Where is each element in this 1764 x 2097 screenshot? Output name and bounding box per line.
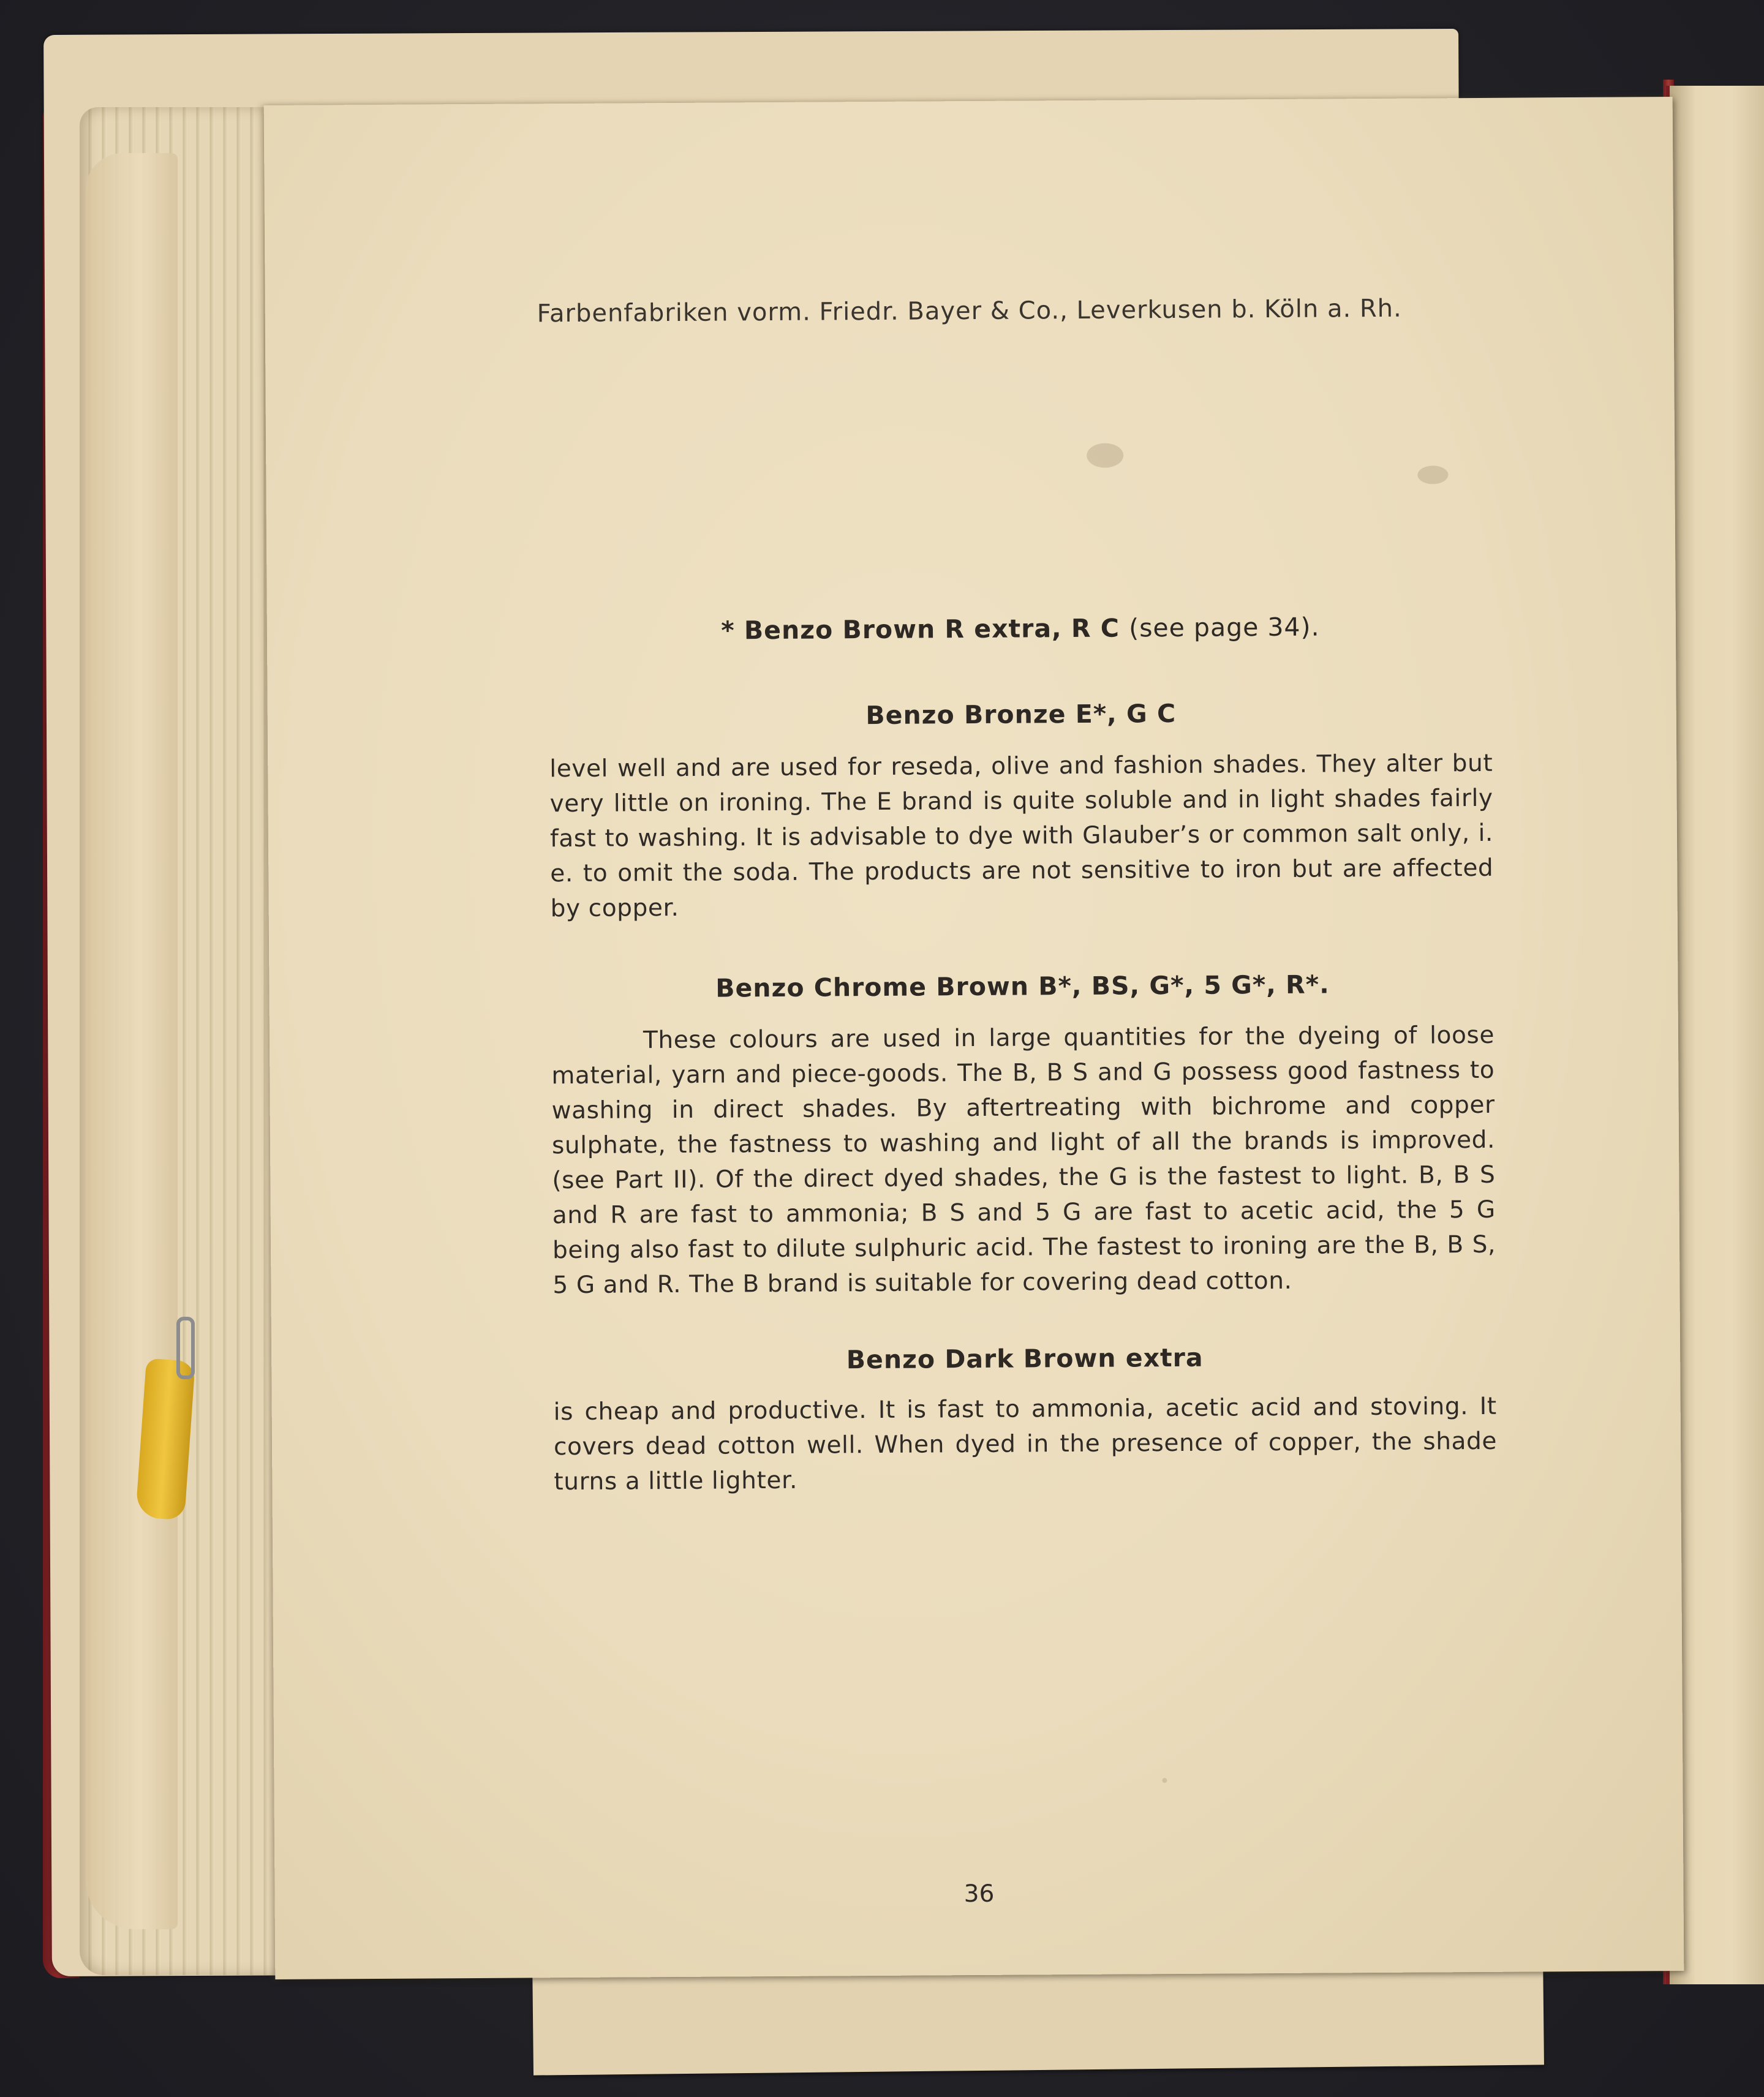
section-heading: Benzo Dark Brown extra [846, 1342, 1204, 1375]
section-benzo-dark-brown [553, 1341, 1497, 1499]
running-header: Farbenfabriken vorm. Friedr. Bayer & Co., Leverkusen b. Köln a. Rh. [537, 294, 1402, 328]
section-paragraph: is cheap and productive. It is fast to ammonia, acetic acid and stoving. It covers dead cotton well. When dyed in the presence of copper, the shade turns a little lighter. [553, 1392, 1498, 1496]
section-heading: Benzo Bronze E*, G C [865, 698, 1177, 731]
page-number: 36 [963, 1880, 995, 1908]
section-heading [549, 611, 1492, 646]
paper-stain [1087, 443, 1123, 467]
paper-stain [1417, 465, 1448, 484]
section-paragraph: These colours are used in large quantities for the dyeing of loose material, yarn and piece-goods. The B, B S and G possess good fastness to washing in direct shades. By aftertreating with bichrome and copper sulphate, the fastness to washing and light of all the brands is improved. (see Part II). Of the direct dyed shades, the G is the fastest to light. B, B S and R are fast to ammonia; B S and 5 G are fast to acetic acid, the 5 G being also fast to dilute sulphuric acid. The fastest to ironing are the B, B S, 5 G and R. The B brand is suitable for covering dead cotton. [551, 1021, 1496, 1300]
heading-note: (see page 34). [1128, 612, 1320, 643]
section-benzo-bronze [549, 697, 1494, 926]
page-content [264, 97, 1684, 1979]
section-paragraph: level well and are used for reseda, olive and fashion shades. They alter but very little on ironing. The E brand is quite soluble and in light shades fairly fast to washing. It is advisable to dye with Glauber’s or common salt only, i. e. to omit the soda. The products are not sensitive to iron but are affected by copper. [549, 749, 1494, 923]
paper-speck [1162, 1778, 1167, 1783]
book-page [264, 97, 1684, 1979]
heading-text: * Benzo Brown R extra, R C [721, 613, 1120, 646]
section-benzo-brown-r-extra [549, 611, 1492, 646]
metal-clip-icon [176, 1317, 195, 1379]
section-heading: Benzo Chrome Brown B*, BS, G*, 5 G*, R*. [715, 969, 1330, 1003]
torn-page-edges [86, 153, 178, 1929]
section-benzo-chrome-brown [551, 969, 1496, 1303]
